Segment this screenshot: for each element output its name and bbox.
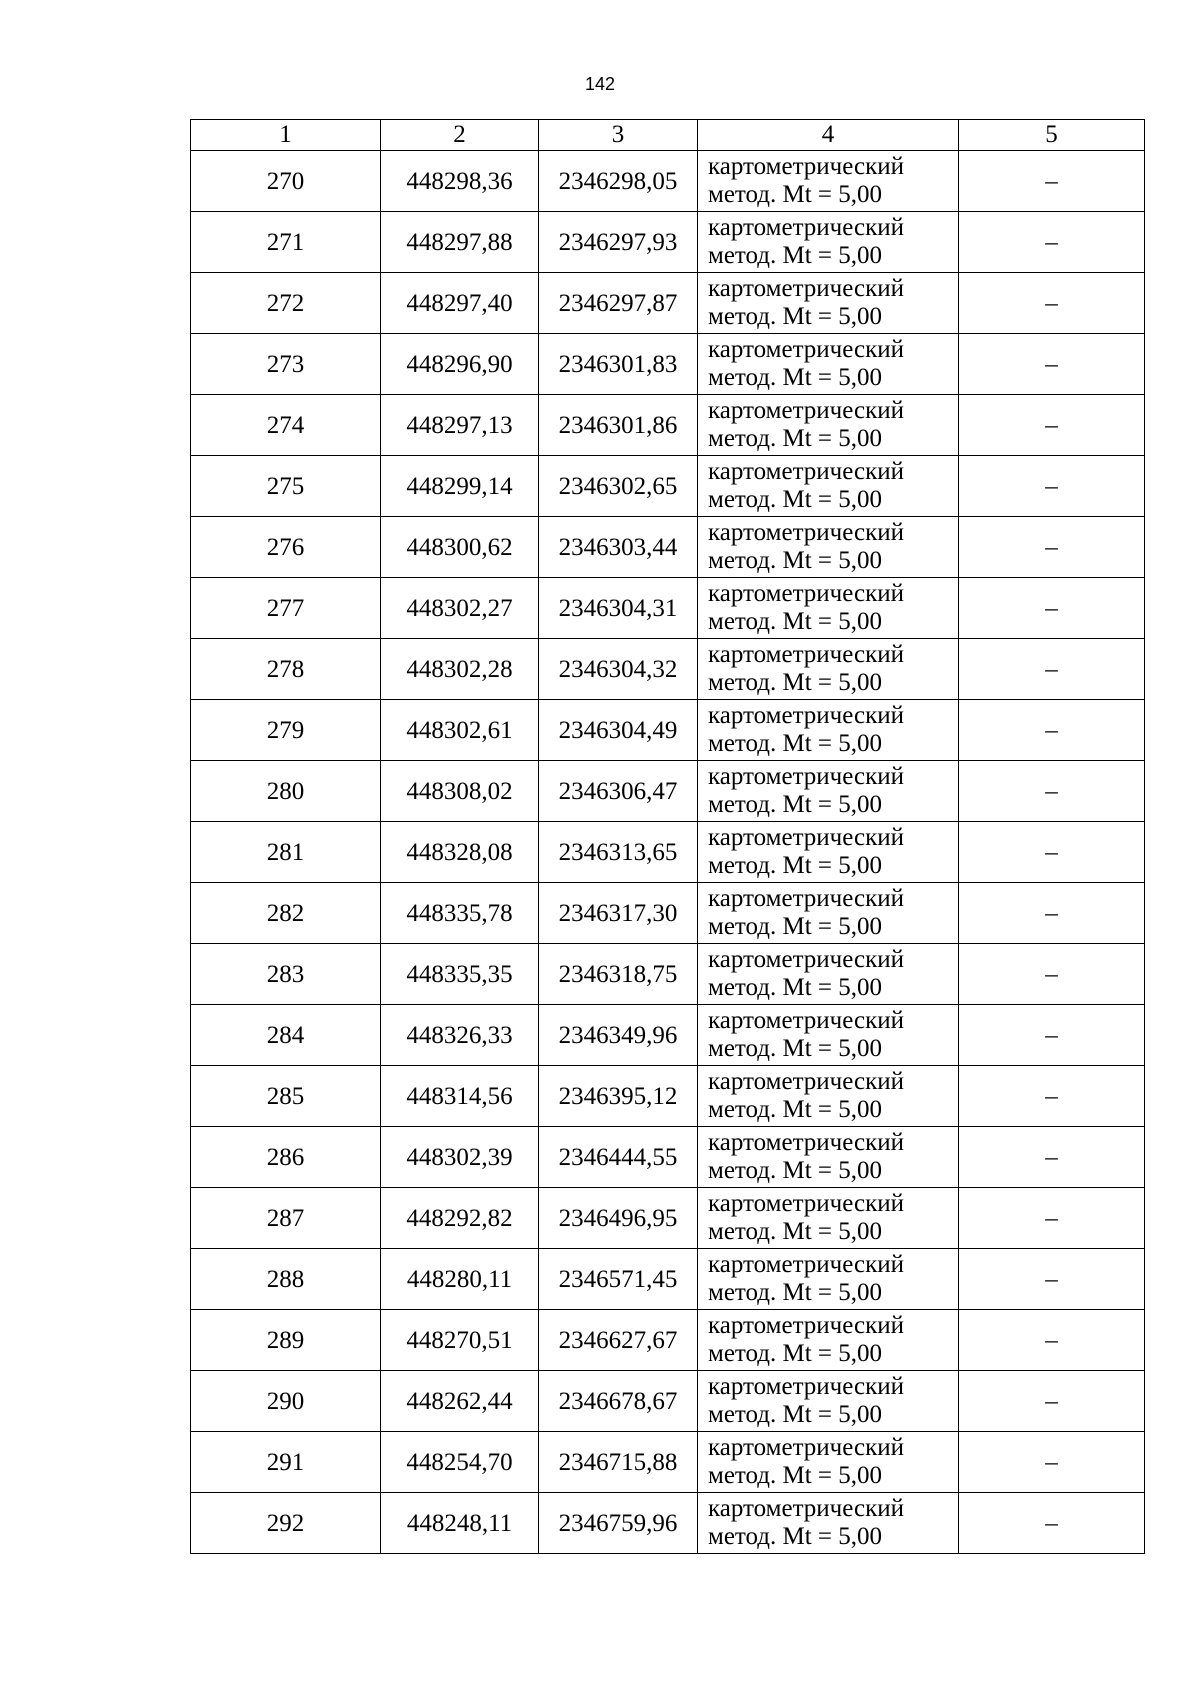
table-row xyxy=(191,1188,1145,1249)
x-coordinate-cell: 448280,11 xyxy=(381,1249,539,1310)
point-number-cell: 282 xyxy=(191,883,381,944)
method-line-1: картометрический xyxy=(708,1190,904,1217)
method-line-2: метод. Mt = 5,00 xyxy=(708,303,883,330)
x-coordinate-cell: 448298,36 xyxy=(381,151,539,212)
point-number-cell: 278 xyxy=(191,639,381,700)
x-coordinate-cell: 448302,28 xyxy=(381,639,539,700)
table-row xyxy=(191,1127,1145,1188)
x-coordinate-cell: 448302,39 xyxy=(381,1127,539,1188)
point-number-cell: 275 xyxy=(191,456,381,517)
coordinates-table xyxy=(190,119,1145,1554)
method-line-2: метод. Mt = 5,00 xyxy=(708,547,883,574)
column-header-3: 3 xyxy=(539,120,698,151)
x-coordinate-cell: 448262,44 xyxy=(381,1371,539,1432)
point-number-cell: 284 xyxy=(191,1005,381,1066)
table-row xyxy=(191,639,1145,700)
point-number-cell: 276 xyxy=(191,517,381,578)
x-coordinate-cell: 448335,78 xyxy=(381,883,539,944)
column-header-2: 2 xyxy=(381,120,539,151)
table-row xyxy=(191,1249,1145,1310)
point-number-cell: 285 xyxy=(191,1066,381,1127)
y-coordinate-cell: 2346304,49 xyxy=(539,700,698,761)
method-line-1: картометрический xyxy=(708,214,904,241)
note-cell: – xyxy=(959,1066,1145,1127)
method-line-2: метод. Mt = 5,00 xyxy=(708,608,883,635)
table-row xyxy=(191,1005,1145,1066)
x-coordinate-cell: 448299,14 xyxy=(381,456,539,517)
method-cell xyxy=(698,639,959,700)
point-number-cell: 287 xyxy=(191,1188,381,1249)
method-line-2: метод. Mt = 5,00 xyxy=(708,1157,883,1184)
method-cell xyxy=(698,700,959,761)
y-coordinate-cell: 2346297,87 xyxy=(539,273,698,334)
point-number-cell: 291 xyxy=(191,1432,381,1493)
method-line-1: картометрический xyxy=(708,1373,904,1400)
y-coordinate-cell: 2346627,67 xyxy=(539,1310,698,1371)
method-line-1: картометрический xyxy=(708,1129,904,1156)
method-line-1: картометрический xyxy=(708,1434,904,1461)
method-line-1: картометрический xyxy=(708,702,904,729)
y-coordinate-cell: 2346759,96 xyxy=(539,1493,698,1554)
note-cell: – xyxy=(959,944,1145,1005)
method-cell xyxy=(698,273,959,334)
y-coordinate-cell: 2346306,47 xyxy=(539,761,698,822)
y-coordinate-cell: 2346317,30 xyxy=(539,883,698,944)
x-coordinate-cell: 448326,33 xyxy=(381,1005,539,1066)
table-row xyxy=(191,1371,1145,1432)
point-number-cell: 281 xyxy=(191,822,381,883)
table-row xyxy=(191,1066,1145,1127)
note-cell: – xyxy=(959,1005,1145,1066)
method-line-1: картометрический xyxy=(708,1068,904,1095)
method-line-2: метод. Mt = 5,00 xyxy=(708,1340,883,1367)
x-coordinate-cell: 448302,61 xyxy=(381,700,539,761)
table-row xyxy=(191,1310,1145,1371)
table-body xyxy=(191,151,1145,1554)
table-row xyxy=(191,456,1145,517)
x-coordinate-cell: 448296,90 xyxy=(381,334,539,395)
note-cell: – xyxy=(959,1432,1145,1493)
table-header xyxy=(191,120,1145,151)
x-coordinate-cell: 448248,11 xyxy=(381,1493,539,1554)
method-line-1: картометрический xyxy=(708,824,904,851)
column-header-5: 5 xyxy=(959,120,1145,151)
note-cell: – xyxy=(959,273,1145,334)
y-coordinate-cell: 2346304,32 xyxy=(539,639,698,700)
table-row xyxy=(191,1493,1145,1554)
note-cell: – xyxy=(959,1493,1145,1554)
method-line-1: картометрический xyxy=(708,336,904,363)
note-cell: – xyxy=(959,761,1145,822)
table-row xyxy=(191,395,1145,456)
method-cell xyxy=(698,456,959,517)
note-cell: – xyxy=(959,1310,1145,1371)
point-number-cell: 273 xyxy=(191,334,381,395)
y-coordinate-cell: 2346304,31 xyxy=(539,578,698,639)
method-line-1: картометрический xyxy=(708,275,904,302)
table-row xyxy=(191,212,1145,273)
method-line-1: картометрический xyxy=(708,153,904,180)
y-coordinate-cell: 2346678,67 xyxy=(539,1371,698,1432)
x-coordinate-cell: 448270,51 xyxy=(381,1310,539,1371)
y-coordinate-cell: 2346302,65 xyxy=(539,456,698,517)
method-line-2: метод. Mt = 5,00 xyxy=(708,852,883,879)
y-coordinate-cell: 2346349,96 xyxy=(539,1005,698,1066)
note-cell: – xyxy=(959,151,1145,212)
method-line-2: метод. Mt = 5,00 xyxy=(708,669,883,696)
method-line-1: картометрический xyxy=(708,641,904,668)
x-coordinate-cell: 448292,82 xyxy=(381,1188,539,1249)
note-cell: – xyxy=(959,456,1145,517)
y-coordinate-cell: 2346571,45 xyxy=(539,1249,698,1310)
y-coordinate-cell: 2346318,75 xyxy=(539,944,698,1005)
note-cell: – xyxy=(959,334,1145,395)
point-number-cell: 280 xyxy=(191,761,381,822)
method-cell xyxy=(698,1188,959,1249)
note-cell: – xyxy=(959,578,1145,639)
x-coordinate-cell: 448300,62 xyxy=(381,517,539,578)
x-coordinate-cell: 448297,40 xyxy=(381,273,539,334)
method-line-2: метод. Mt = 5,00 xyxy=(708,1096,883,1123)
method-line-2: метод. Mt = 5,00 xyxy=(708,913,883,940)
method-line-2: метод. Mt = 5,00 xyxy=(708,730,883,757)
method-cell xyxy=(698,822,959,883)
method-line-1: картометрический xyxy=(708,763,904,790)
note-cell: – xyxy=(959,1249,1145,1310)
method-cell xyxy=(698,151,959,212)
method-cell xyxy=(698,761,959,822)
method-line-1: картометрический xyxy=(708,1007,904,1034)
method-line-2: метод. Mt = 5,00 xyxy=(708,486,883,513)
point-number-cell: 271 xyxy=(191,212,381,273)
note-cell: – xyxy=(959,822,1145,883)
x-coordinate-cell: 448308,02 xyxy=(381,761,539,822)
coordinates-table-container xyxy=(190,119,1144,1554)
point-number-cell: 279 xyxy=(191,700,381,761)
point-number-cell: 288 xyxy=(191,1249,381,1310)
point-number-cell: 272 xyxy=(191,273,381,334)
method-cell xyxy=(698,334,959,395)
method-line-2: метод. Mt = 5,00 xyxy=(708,1218,883,1245)
method-line-2: метод. Mt = 5,00 xyxy=(708,364,883,391)
table-row xyxy=(191,822,1145,883)
x-coordinate-cell: 448335,35 xyxy=(381,944,539,1005)
method-cell xyxy=(698,1249,959,1310)
method-line-1: картометрический xyxy=(708,1251,904,1278)
y-coordinate-cell: 2346303,44 xyxy=(539,517,698,578)
method-cell xyxy=(698,1310,959,1371)
note-cell: – xyxy=(959,212,1145,273)
method-line-2: метод. Mt = 5,00 xyxy=(708,181,883,208)
table-row xyxy=(191,578,1145,639)
method-cell xyxy=(698,395,959,456)
x-coordinate-cell: 448297,88 xyxy=(381,212,539,273)
y-coordinate-cell: 2346301,83 xyxy=(539,334,698,395)
method-line-2: метод. Mt = 5,00 xyxy=(708,1523,883,1550)
method-cell xyxy=(698,517,959,578)
note-cell: – xyxy=(959,700,1145,761)
note-cell: – xyxy=(959,1127,1145,1188)
method-line-2: метод. Mt = 5,00 xyxy=(708,974,883,1001)
table-row xyxy=(191,334,1145,395)
method-cell xyxy=(698,1005,959,1066)
point-number-cell: 292 xyxy=(191,1493,381,1554)
y-coordinate-cell: 2346301,86 xyxy=(539,395,698,456)
note-cell: – xyxy=(959,883,1145,944)
x-coordinate-cell: 448314,56 xyxy=(381,1066,539,1127)
method-line-1: картометрический xyxy=(708,885,904,912)
table-row xyxy=(191,761,1145,822)
method-line-2: метод. Mt = 5,00 xyxy=(708,425,883,452)
table-row xyxy=(191,151,1145,212)
point-number-cell: 286 xyxy=(191,1127,381,1188)
method-line-2: метод. Mt = 5,00 xyxy=(708,1462,883,1489)
method-cell xyxy=(698,1371,959,1432)
note-cell: – xyxy=(959,1188,1145,1249)
table-row xyxy=(191,944,1145,1005)
method-cell xyxy=(698,1127,959,1188)
method-line-1: картометрический xyxy=(708,580,904,607)
method-line-1: картометрический xyxy=(708,458,904,485)
y-coordinate-cell: 2346496,95 xyxy=(539,1188,698,1249)
method-line-1: картометрический xyxy=(708,1495,904,1522)
method-cell xyxy=(698,578,959,639)
x-coordinate-cell: 448297,13 xyxy=(381,395,539,456)
method-line-2: метод. Mt = 5,00 xyxy=(708,1035,883,1062)
table-row xyxy=(191,700,1145,761)
y-coordinate-cell: 2346297,93 xyxy=(539,212,698,273)
column-header-4: 4 xyxy=(698,120,959,151)
method-line-2: метод. Mt = 5,00 xyxy=(708,242,883,269)
table-row xyxy=(191,273,1145,334)
x-coordinate-cell: 448302,27 xyxy=(381,578,539,639)
y-coordinate-cell: 2346395,12 xyxy=(539,1066,698,1127)
x-coordinate-cell: 448254,70 xyxy=(381,1432,539,1493)
table-row xyxy=(191,1432,1145,1493)
y-coordinate-cell: 2346313,65 xyxy=(539,822,698,883)
method-cell xyxy=(698,1493,959,1554)
y-coordinate-cell: 2346444,55 xyxy=(539,1127,698,1188)
y-coordinate-cell: 2346715,88 xyxy=(539,1432,698,1493)
note-cell: – xyxy=(959,1371,1145,1432)
method-cell xyxy=(698,944,959,1005)
y-coordinate-cell: 2346298,05 xyxy=(539,151,698,212)
point-number-cell: 283 xyxy=(191,944,381,1005)
column-header-1: 1 xyxy=(191,120,381,151)
method-cell xyxy=(698,212,959,273)
method-line-1: картометрический xyxy=(708,946,904,973)
point-number-cell: 290 xyxy=(191,1371,381,1432)
method-cell xyxy=(698,1066,959,1127)
method-line-1: картометрический xyxy=(708,397,904,424)
table-header-row xyxy=(191,120,1145,151)
point-number-cell: 274 xyxy=(191,395,381,456)
table-row xyxy=(191,883,1145,944)
method-line-2: метод. Mt = 5,00 xyxy=(708,1279,883,1306)
x-coordinate-cell: 448328,08 xyxy=(381,822,539,883)
note-cell: – xyxy=(959,517,1145,578)
method-line-1: картометрический xyxy=(708,1312,904,1339)
method-line-1: картометрический xyxy=(708,519,904,546)
point-number-cell: 277 xyxy=(191,578,381,639)
method-line-2: метод. Mt = 5,00 xyxy=(708,791,883,818)
note-cell: – xyxy=(959,395,1145,456)
point-number-cell: 289 xyxy=(191,1310,381,1371)
note-cell: – xyxy=(959,639,1145,700)
point-number-cell: 270 xyxy=(191,151,381,212)
table-row xyxy=(191,517,1145,578)
method-cell xyxy=(698,883,959,944)
method-cell xyxy=(698,1432,959,1493)
method-line-2: метод. Mt = 5,00 xyxy=(708,1401,883,1428)
page-number: 142 xyxy=(584,74,616,94)
